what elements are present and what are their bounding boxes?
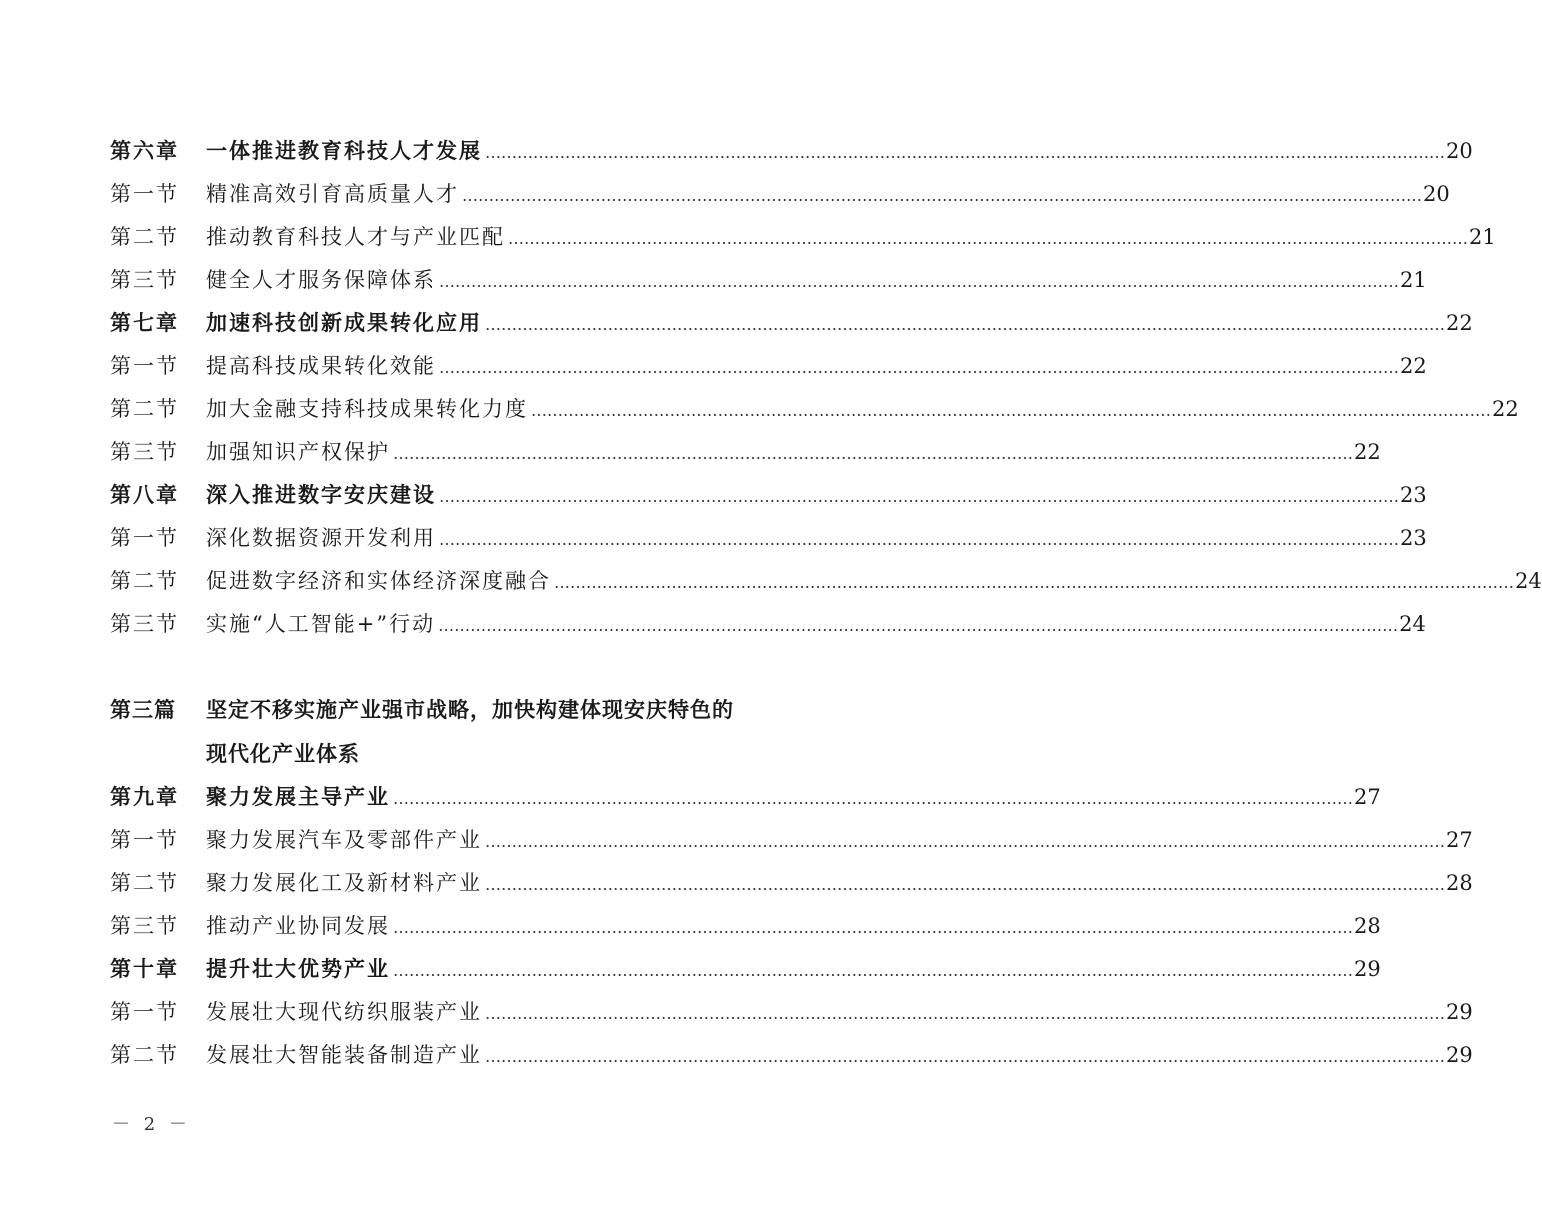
toc-chapter-entry[interactable] bbox=[110, 130, 1473, 173]
dot-leader: ……………………………………………………………………………………………………………………………………………………………… bbox=[485, 143, 1445, 162]
entry-title: 加速科技创新成果转化应用 bbox=[206, 311, 482, 335]
dot-leader: ……………………………………………………………………………………………………………………………………………………………… bbox=[439, 487, 1399, 506]
toc-section-entry[interactable] bbox=[110, 603, 1426, 646]
part-label: 第三篇 bbox=[110, 698, 176, 722]
part-title-line-2: 现代化产业体系 bbox=[206, 742, 360, 766]
entry-page-number: 27 bbox=[1354, 785, 1381, 809]
entry-title: 促进数字经济和实体经济深度融合 bbox=[206, 569, 551, 593]
entry-label: 第六章 bbox=[110, 139, 179, 163]
entry-title: 深入推进数字安庆建设 bbox=[206, 483, 436, 507]
entry-label: 第二节 bbox=[110, 871, 179, 895]
dot-leader: ……………………………………………………………………………………………………………………………………………………………… bbox=[393, 789, 1353, 808]
entry-title: 加强知识产权保护 bbox=[206, 440, 390, 464]
entry-page-number: 22 bbox=[1400, 354, 1427, 378]
dot-leader: ……………………………………………………………………………………………………………………………………………………………… bbox=[554, 573, 1514, 592]
entry-label: 第一节 bbox=[110, 354, 179, 378]
dot-leader: ……………………………………………………………………………………………………………………………………………………………… bbox=[531, 401, 1491, 420]
entry-page-number: 23 bbox=[1400, 526, 1427, 550]
entry-label: 第十章 bbox=[110, 957, 179, 981]
entry-page-number: 28 bbox=[1446, 871, 1473, 895]
toc-section-entry[interactable] bbox=[110, 991, 1473, 1034]
entry-page-number: 22 bbox=[1446, 311, 1473, 335]
toc-section-entry[interactable] bbox=[110, 862, 1473, 905]
entry-page-number: 23 bbox=[1400, 483, 1427, 507]
toc-section-entry[interactable] bbox=[110, 1034, 1473, 1077]
entry-page-number: 27 bbox=[1446, 828, 1473, 852]
entry-label: 第七章 bbox=[110, 311, 179, 335]
toc-section-entry[interactable] bbox=[110, 173, 1450, 216]
entry-label: 第三节 bbox=[110, 440, 179, 464]
toc-section-entry[interactable] bbox=[110, 216, 1496, 259]
entry-label: 第二节 bbox=[110, 225, 179, 249]
entry-label: 第一节 bbox=[110, 526, 179, 550]
toc-chapter-entry[interactable] bbox=[110, 474, 1427, 517]
toc-section-entry[interactable] bbox=[110, 259, 1427, 302]
entry-page-number: 28 bbox=[1354, 914, 1381, 938]
toc-section-entry[interactable] bbox=[110, 819, 1473, 862]
dot-leader: ……………………………………………………………………………………………………………………………………………………………… bbox=[438, 616, 1399, 635]
dot-leader: ……………………………………………………………………………………………………………………………………………………………… bbox=[485, 315, 1445, 334]
entry-page-number: 21 bbox=[1400, 268, 1427, 292]
entry-label: 第三节 bbox=[110, 612, 179, 636]
entry-page-number: 29 bbox=[1446, 1043, 1473, 1067]
toc-chapter-entry[interactable] bbox=[110, 302, 1473, 345]
entry-page-number: 21 bbox=[1469, 225, 1496, 249]
part-title bbox=[206, 688, 750, 776]
entry-title: 推动教育科技人才与产业匹配 bbox=[206, 225, 505, 249]
spacer bbox=[110, 646, 750, 688]
toc-section-entry[interactable] bbox=[110, 431, 1381, 474]
entry-label: 第八章 bbox=[110, 483, 179, 507]
entry-title: 深化数据资源开发利用 bbox=[206, 526, 436, 550]
dot-leader: ……………………………………………………………………………………………………………………………………………………………… bbox=[485, 832, 1445, 851]
entry-page-number: 22 bbox=[1492, 397, 1519, 421]
toc-section-entry[interactable] bbox=[110, 905, 1381, 948]
entry-page-number: 22 bbox=[1354, 440, 1381, 464]
toc-block-1 bbox=[110, 130, 1542, 646]
entry-title: 提高科技成果转化效能 bbox=[206, 354, 436, 378]
dot-leader: ……………………………………………………………………………………………………………………………………………………………… bbox=[393, 444, 1353, 463]
table-of-contents bbox=[110, 130, 1542, 1077]
entry-label: 第一节 bbox=[110, 828, 179, 852]
entry-label: 第二节 bbox=[110, 397, 179, 421]
entry-title: 聚力发展主导产业 bbox=[206, 785, 390, 809]
entry-label: 第三节 bbox=[110, 268, 179, 292]
entry-page-number: 24 bbox=[1399, 612, 1426, 636]
entry-title: 健全人才服务保障体系 bbox=[206, 268, 436, 292]
page-number: － 2 － bbox=[112, 1114, 191, 1135]
dot-leader: ……………………………………………………………………………………………………………………………………………………………… bbox=[393, 961, 1353, 980]
entry-title: 发展壮大智能装备制造产业 bbox=[206, 1043, 482, 1067]
part-heading bbox=[110, 688, 750, 776]
toc-section-entry[interactable] bbox=[110, 560, 1542, 603]
toc-chapter-entry[interactable] bbox=[110, 776, 1381, 819]
entry-label: 第一节 bbox=[110, 182, 179, 206]
entry-label: 第二节 bbox=[110, 1043, 179, 1067]
toc-section-entry[interactable] bbox=[110, 345, 1427, 388]
entry-title: 精准高效引育高质量人才 bbox=[206, 182, 459, 206]
entry-page-number: 20 bbox=[1423, 182, 1450, 206]
dot-leader: ……………………………………………………………………………………………………………………………………………………………… bbox=[485, 875, 1445, 894]
entry-title: 聚力发展汽车及零部件产业 bbox=[206, 828, 482, 852]
dot-leader: ……………………………………………………………………………………………………………………………………………………………… bbox=[393, 918, 1353, 937]
dot-leader: ……………………………………………………………………………………………………………………………………………………………… bbox=[485, 1047, 1445, 1066]
dot-leader: ……………………………………………………………………………………………………………………………………………………………… bbox=[439, 530, 1399, 549]
entry-title: 提升壮大优势产业 bbox=[206, 957, 390, 981]
dot-leader: ……………………………………………………………………………………………………………………………………………………………… bbox=[439, 272, 1399, 291]
entry-title: 聚力发展化工及新材料产业 bbox=[206, 871, 482, 895]
entry-label: 第三节 bbox=[110, 914, 179, 938]
entry-page-number: 20 bbox=[1446, 139, 1473, 163]
dot-leader: ……………………………………………………………………………………………………………………………………………………………… bbox=[485, 1004, 1445, 1023]
entry-label: 第一节 bbox=[110, 1000, 179, 1024]
entry-page-number: 24 bbox=[1515, 569, 1542, 593]
entry-title: 推动产业协同发展 bbox=[206, 914, 390, 938]
entry-page-number: 29 bbox=[1354, 957, 1381, 981]
entry-title: 一体推进教育科技人才发展 bbox=[206, 139, 482, 163]
dot-leader: ……………………………………………………………………………………………………………………………………………………………… bbox=[508, 229, 1468, 248]
toc-section-entry[interactable] bbox=[110, 388, 1519, 431]
dot-leader: ……………………………………………………………………………………………………………………………………………………………… bbox=[462, 186, 1422, 205]
entry-title: 发展壮大现代纺织服装产业 bbox=[206, 1000, 482, 1024]
entry-label: 第二节 bbox=[110, 569, 179, 593]
toc-chapter-entry[interactable] bbox=[110, 948, 1381, 991]
dot-leader: ……………………………………………………………………………………………………………………………………………………………… bbox=[439, 358, 1399, 377]
part-title-line-1: 坚定不移实施产业强市战略，加快构建体现安庆特色的 bbox=[206, 698, 734, 722]
entry-title: 实施“人工智能+”行动 bbox=[206, 612, 436, 636]
entry-title: 加大金融支持科技成果转化力度 bbox=[206, 397, 528, 421]
toc-section-entry[interactable] bbox=[110, 517, 1427, 560]
entry-label: 第九章 bbox=[110, 785, 179, 809]
entry-page-number: 29 bbox=[1446, 1000, 1473, 1024]
toc-block-2 bbox=[110, 776, 1473, 1077]
